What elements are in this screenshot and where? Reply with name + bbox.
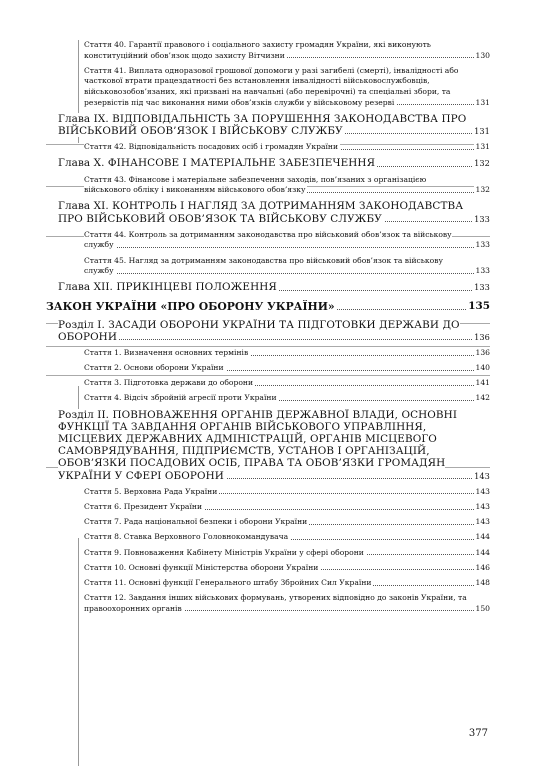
toc-entry[interactable] (46, 548, 490, 559)
toc-entry[interactable] (46, 487, 490, 498)
toc-entry[interactable] (46, 256, 490, 277)
toc-entry-title-text: Стаття 8. Ставка Верховного Головнокомандувача (84, 532, 289, 542)
toc-entry-page: 141 (475, 378, 490, 388)
toc-entry-title (58, 319, 472, 343)
toc-entry-title (58, 113, 472, 137)
toc-entry-title-text: Розділ II. ПОВНОВАЖЕННЯ ОРГАНІВ ДЕРЖАВНОЇ ВЛАДИ, ОСНОВНІ ФУНКЦІЇ ТА ЗАВДАННЯ ОРГАНІВ ВІЙСЬКОВОГО УПРАВЛІННЯ, МІСЦЕВИХ ДЕРЖАВНИХ АДМІНІСТРАЦІЙ, ОРГАНІВ МІСЦЕВОГО САМОВРЯДУВАННЯ, ПІДПРИЄМСТВ, УСТАНОВ І ОРГАНІЗАЦІЙ, ОБОВ’ЯЗКИ ПОСАДОВИХ ОСІБ, ПРАВА ТА ОБОВ’ЯЗКИ ГРОМАДЯН УКРАЇНИ У СФЕРІ ОБОРОНИ (58, 408, 458, 482)
toc-entry-title-text: Стаття 41. Виплата одноразової грошової допомоги у разі загибелі (смерті), інвалідності або часткової втрати працездатності без встановлення інвалідності військовослужбовців, військовозобов’язаних, які призвані на навчальні (або перевірочні) та спеціальні збори, та резервістів під час виконання ними обов’язків служби у військовому резерві (84, 65, 459, 107)
toc-entry-title-text: Стаття 12. Завдання інших військових формувань, утворених відповідно до законів України, та правоохоронних органів (84, 593, 467, 613)
toc-entry[interactable] (46, 175, 490, 196)
toc-entry-title-text: Стаття 4. Відсіч збройній агресії проти України (84, 393, 277, 403)
toc-entry-title-text: Розділ I. ЗАСАДИ ОБОРОНИ УКРАЇНИ ТА ПІДГОТОВКИ ДЕРЖАВИ ДО ОБОРОНИ (58, 318, 460, 343)
toc-entry-page: 140 (475, 363, 490, 373)
toc-entry-page: 143 (475, 486, 490, 496)
toc-entry-title (84, 563, 474, 574)
toc-entry-title-text: ЗАКОН УКРАЇНИ «ПРО ОБОРОНУ УКРАЇНИ» (46, 299, 335, 313)
toc-entry-page: 143 (475, 502, 490, 512)
toc-entry-title (84, 256, 474, 277)
toc-entry-title-text: Стаття 2. Основи оборони України (84, 363, 224, 373)
toc-entry-title (84, 578, 474, 589)
toc-entry[interactable] (46, 113, 490, 137)
toc-entry-title-text: Стаття 10. Основні функції Міністерства оборони України (84, 562, 319, 572)
toc-entry-page: 133 (475, 266, 490, 276)
toc-entry-title (58, 200, 472, 224)
toc-entry-page: 136 (474, 331, 490, 342)
toc-entry-page: 133 (475, 240, 490, 250)
toc-entry-title-text: Глава XII. ПРИКІНЦЕВІ ПОЛОЖЕННЯ (58, 281, 277, 294)
toc-entry-title-text: Стаття 40. Гарантії правового і соціального захисту громадян України, які виконують конституційний обов’язок щодо захисту Вітчизни (84, 40, 431, 60)
toc-entry-title (84, 487, 474, 498)
toc-entry[interactable] (46, 200, 490, 224)
toc-entry-title-text: Глава X. ФІНАНСОВЕ І МАТЕРІАЛЬНЕ ЗАБЕЗПЕЧЕННЯ (58, 157, 376, 170)
toc-entry[interactable] (46, 409, 490, 482)
toc-entry-page: 143 (475, 517, 490, 527)
toc-entry[interactable] (46, 563, 490, 574)
toc-entry-title (84, 593, 474, 614)
toc-entry-title-text: Стаття 7. Рада національної безпеки і оборони України (84, 517, 308, 527)
toc-entry-title-text: Стаття 9. Повноваження Кабінету Міністрів України у сфері оборони (84, 547, 364, 557)
toc-entry[interactable] (46, 66, 490, 108)
toc-entry-title (46, 300, 466, 313)
toc-entry[interactable] (46, 593, 490, 614)
toc-entry-page: 131 (475, 142, 490, 152)
toc-entry-title-text: Стаття 43. Фінансове і матеріальне забезпечення заходів, пов’язаних з організацією військового обліку і виконанням військового обов’язку (84, 174, 427, 195)
toc-entry-title (84, 175, 474, 196)
toc-entry-title (84, 66, 474, 108)
toc-entry[interactable] (46, 578, 490, 589)
toc-entry-page: 136 (475, 347, 490, 357)
toc-entry-title (84, 532, 474, 543)
toc-entry-page: 135 (468, 299, 490, 312)
toc-entry[interactable] (46, 40, 490, 61)
toc-entry-page: 142 (475, 393, 490, 403)
toc-entry-title-text: Стаття 3. Підготовка держави до оборони (84, 378, 254, 388)
toc-entry-title (84, 40, 474, 61)
toc-entry-title (84, 348, 474, 359)
toc-entry-title (84, 548, 474, 559)
toc-entry-title (84, 517, 474, 528)
toc-entry-title (84, 502, 474, 513)
toc-entry-page: 144 (475, 547, 490, 557)
toc-entry[interactable] (46, 319, 490, 343)
toc-entry-title-text: Стаття 45. Нагляд за дотриманням законодавства про військовий обов’язок та військову службу (84, 255, 443, 276)
toc-entry-title (84, 393, 474, 404)
toc-entry-title-text: Глава XI. КОНТРОЛЬ І НАГЛЯД ЗА ДОТРИМАННЯМ ЗАКОНОДАВСТВА ПРО ВІЙСЬКОВИЙ ОБОВ’ЯЗОК ТА ВІЙСЬКОВУ СЛУЖБУ (58, 200, 464, 225)
toc-entry-title-text: Глава IX. ВІДПОВІДАЛЬНІСТЬ ЗА ПОРУШЕННЯ ЗАКОНОДАВСТВА ПРО ВІЙСЬКОВИЙ ОБОВ’ЯЗОК І ВІЙСЬКОВУ СЛУЖБУ (58, 112, 467, 137)
toc-entry-page: 144 (475, 532, 490, 542)
toc-entry-page: 150 (475, 603, 490, 613)
toc-entry-title-text: Стаття 1. Визначення основних термінів (84, 347, 249, 357)
toc-entry-title (58, 157, 472, 169)
toc-entry-title-text: Стаття 5. Верховна Рада України (84, 486, 218, 496)
toc-entry[interactable] (46, 502, 490, 513)
toc-entry[interactable] (46, 348, 490, 359)
toc-entry-page: 143 (474, 470, 490, 481)
toc-entry-page: 133 (474, 282, 490, 293)
toc-entry-page: 132 (475, 185, 490, 195)
page-number: 377 (468, 728, 488, 739)
toc-entry-title (84, 230, 474, 251)
toc-entry-page: 131 (474, 125, 490, 136)
toc-entry[interactable] (46, 157, 490, 169)
table-of-contents (46, 40, 490, 619)
toc-entry[interactable] (46, 142, 490, 153)
toc-entry[interactable] (46, 393, 490, 404)
toc-entry-page: 132 (474, 158, 490, 169)
toc-entry[interactable] (46, 532, 490, 543)
toc-entry[interactable] (46, 230, 490, 251)
toc-entry[interactable] (46, 378, 490, 389)
toc-entry[interactable] (46, 517, 490, 528)
toc-entry-title-text: Стаття 44. Контроль за дотриманням законодавства про військовий обов’язок та військову службу (84, 229, 452, 250)
toc-entry-page: 146 (475, 562, 490, 572)
toc-entry-page: 131 (475, 97, 490, 107)
toc-entry-title-text: Стаття 6. Президент України (84, 502, 203, 512)
toc-entry-page: 148 (475, 578, 490, 587)
toc-entry-title-text: Стаття 42. Відповідальність посадових осіб і громадян України (84, 142, 339, 152)
toc-entry-title (58, 281, 472, 293)
toc-entry-title-text: Стаття 11. Основні функції Генерального штабу Збройних Сил України (84, 578, 372, 587)
toc-entry-page: 133 (474, 213, 490, 224)
toc-entry[interactable] (46, 300, 490, 313)
toc-entry-page: 130 (475, 50, 490, 60)
toc-entry-title (58, 409, 472, 482)
toc-entry-title (84, 363, 474, 374)
toc-entry-title (84, 142, 474, 153)
toc-entry[interactable] (46, 363, 490, 374)
toc-entry-title (84, 378, 474, 389)
toc-entry[interactable] (46, 281, 490, 293)
